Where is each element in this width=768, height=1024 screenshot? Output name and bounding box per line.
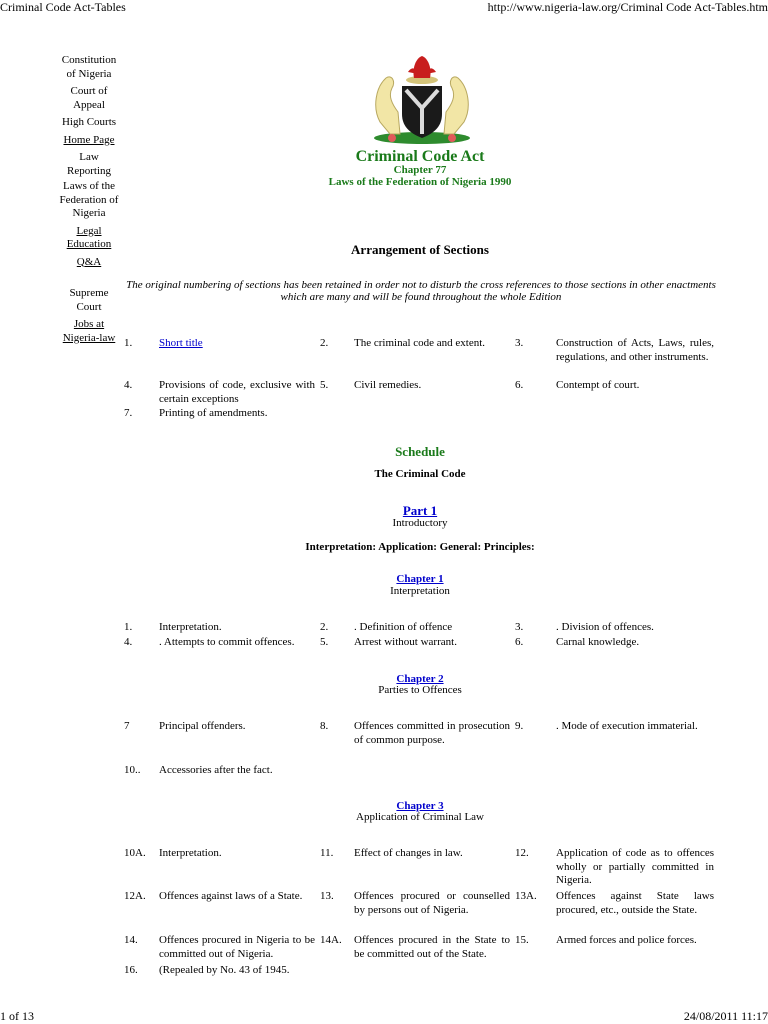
section-title: Construction of Acts, Laws, rules, regulations, and other instruments. xyxy=(556,337,714,363)
section-title: Interpretation. xyxy=(159,621,222,633)
chapter-2-link[interactable]: Chapter 2 xyxy=(396,673,444,685)
schedule-heading: Schedule xyxy=(395,444,445,459)
section-number: 7. xyxy=(124,407,133,419)
section-number: 13. xyxy=(320,890,334,902)
section-number: 16. xyxy=(124,964,138,976)
section-title: Offences against laws of a State. xyxy=(159,890,303,902)
section-title: Provisions of code, exclusive with certain exceptions xyxy=(159,379,315,405)
chapter-3-link[interactable]: Chapter 3 xyxy=(396,800,444,812)
section-number: 5. xyxy=(320,636,329,648)
chapter-1-link[interactable]: Chapter 1 xyxy=(396,573,444,585)
sidebar-item-jobs[interactable]: Jobs at Nigeria-law xyxy=(62,318,116,344)
section-title: Contempt of court. xyxy=(556,379,640,391)
section-title: . Definition of offence xyxy=(354,621,453,633)
page-indicator: 1 of 13 xyxy=(0,1009,34,1023)
section-title: Printing of amendments. xyxy=(159,407,268,419)
chapter-subtitle: Application of Criminal Law xyxy=(356,811,484,823)
section-title: Principal offenders. xyxy=(159,720,246,732)
section-number: 4. xyxy=(124,636,133,648)
section-title: Interpretation. xyxy=(159,847,222,859)
section-number: 1. xyxy=(124,337,133,349)
section-title: Effect of changes in law. xyxy=(354,847,463,859)
sidebar-item-home-page[interactable]: Home Page xyxy=(63,133,115,146)
section-number: 6. xyxy=(515,636,524,648)
sidebar-item-legal-education[interactable]: Legal Education xyxy=(66,224,112,250)
page-url: http://www.nigeria-law.org/Criminal Code Act-Tables.htm xyxy=(487,0,768,14)
section-title: Civil remedies. xyxy=(354,379,422,391)
section-title: . Attempts to commit offences. xyxy=(159,636,295,648)
short-title-link[interactable]: Short title xyxy=(159,337,203,349)
section-number: 5. xyxy=(320,379,329,391)
section-title: The criminal code and extent. xyxy=(354,337,486,349)
sidebar-item-law-reporting[interactable]: Law Reporting xyxy=(67,151,111,177)
arrangement-heading: Arrangement of Sections xyxy=(351,242,489,257)
sidebar-nav xyxy=(56,54,122,345)
section-number: 3. xyxy=(515,337,524,349)
section-title: Armed forces and police forces. xyxy=(556,934,697,946)
section-number: 10.. xyxy=(124,764,141,776)
section-number: 12A. xyxy=(124,890,146,902)
section-number: 9. xyxy=(515,720,524,732)
sidebar-item-laws-federation[interactable]: Laws of the Federation of Nigeria xyxy=(59,180,119,219)
chapter-label: Chapter 77 xyxy=(393,164,447,176)
laws-label: Laws of the Federation of Nigeria 1990 xyxy=(328,176,512,188)
sidebar-item-high-courts[interactable]: High Courts xyxy=(61,116,117,128)
section-number: 12. xyxy=(515,847,529,859)
part-1-link[interactable]: Part 1 xyxy=(402,503,438,518)
section-number: 2. xyxy=(320,337,329,349)
section-number: 6. xyxy=(515,379,524,391)
section-number: 15. xyxy=(515,934,529,946)
browser-title: Criminal Code Act-Tables xyxy=(0,0,126,14)
section-title: Offences procured in Nigeria to be committed out of Nigeria. xyxy=(159,934,315,960)
page-title: Criminal Code Act xyxy=(355,148,485,165)
section-title: Offences procured in the State to be committed out of the State. xyxy=(354,934,510,960)
chapter-subtitle: Parties to Offences xyxy=(378,684,462,696)
section-title: Offences committed in prosecution of common purpose. xyxy=(354,720,510,746)
nigeria-coat-of-arms-icon xyxy=(362,52,482,148)
section-title: Application of code as to offences wholly or partially committed in Nigeria. xyxy=(556,847,714,886)
sidebar-item-court-of-appeal[interactable]: Court of Appeal xyxy=(70,85,108,111)
numbering-note: The original numbering of sections has been retained in order not to disturb the cross references to those sections in other enactments which are many and will be found throughout the whole Edition xyxy=(126,279,716,303)
sidebar-item-constitution[interactable]: Constitution of Nigeria xyxy=(61,54,117,80)
sidebar-item-qa[interactable]: Q&A xyxy=(76,255,102,268)
chapter-subtitle: Interpretation xyxy=(390,585,450,597)
section-number: 1. xyxy=(124,621,133,633)
section-title: . Division of offences. xyxy=(556,621,654,633)
print-datetime: 24/08/2011 11:17 xyxy=(683,1009,768,1023)
section-number: 4. xyxy=(124,379,133,391)
section-title: . Mode of execution immaterial. xyxy=(556,720,698,732)
part-subtitle: Introductory xyxy=(392,517,448,529)
section-number: 8. xyxy=(320,720,329,732)
section-title: Offences against State laws procured, etc., outside the State. xyxy=(556,890,714,916)
section-number: 14A. xyxy=(320,934,342,946)
section-number: 14. xyxy=(124,934,138,946)
section-number: 10A. xyxy=(124,847,146,859)
section-number: 11. xyxy=(320,847,334,859)
section-title: Offences procured or counselled by persons out of Nigeria. xyxy=(354,890,510,916)
section-title: (Repealed by No. 43 of 1945. xyxy=(159,964,290,976)
criminal-code-heading: The Criminal Code xyxy=(374,468,466,480)
section-title: Accessories after the fact. xyxy=(159,764,273,776)
section-title: Carnal knowledge. xyxy=(556,636,640,648)
section-number: 7 xyxy=(124,720,130,732)
part-description: Interpretation: Application: General: Principles: xyxy=(305,541,535,553)
sidebar-item-supreme-court[interactable]: Supreme Court xyxy=(69,287,109,313)
section-title: Arrest without warrant. xyxy=(354,636,457,648)
section-number: 13A. xyxy=(515,890,537,902)
section-number: 2. xyxy=(320,621,329,633)
section-number: 3. xyxy=(515,621,524,633)
